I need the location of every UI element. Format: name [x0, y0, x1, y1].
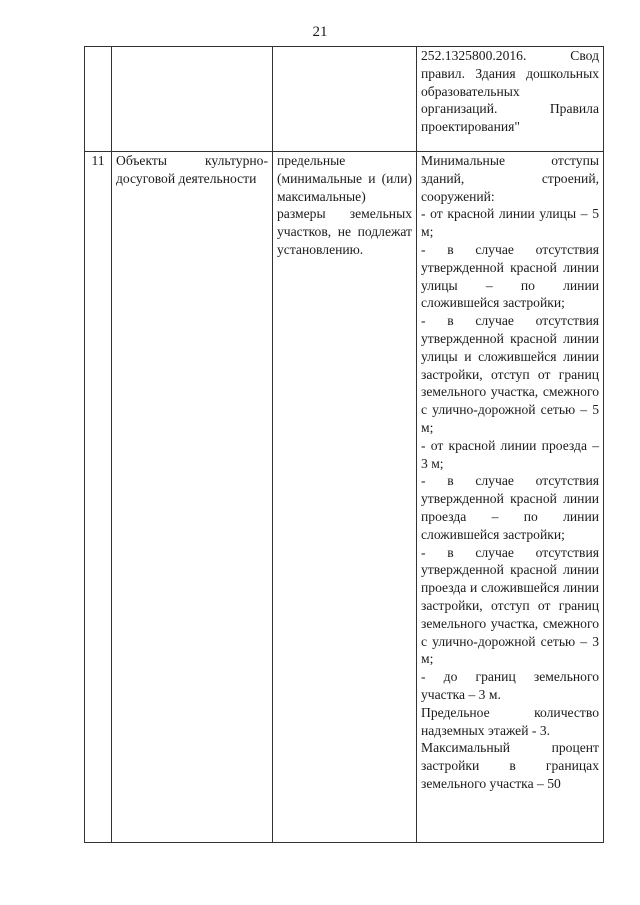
- setback-item: - в случае отсутствия утвержденной красной линии проезда и сложившейся линии застройки, отступ от границ земельного участка, смежного с улично-дорожной сетью – 3 м;: [421, 544, 599, 667]
- zoning-regulations-table: [84, 46, 604, 843]
- cell-requirements-continued: 252.1325800.2016. Свод правил. Здания дошкольных образовательных организаций. Правила проектирования": [417, 47, 604, 152]
- page-number: 21: [312, 24, 328, 40]
- setback-item: - от красной линии проезда – 3 м;: [421, 437, 599, 471]
- setback-item: - до границ земельного участка – 3 м.: [421, 669, 599, 702]
- setback-item: - в случае отсутствия утвержденной красной линии улицы – по линии сложившейся застройки;: [421, 241, 599, 311]
- plot-sizes-cell: предельные (минимальные и (или) максимальные) размеры земельных участков, не подлежат установлению.: [273, 152, 417, 843]
- table-row: [85, 152, 604, 843]
- row-number: 11: [85, 152, 112, 843]
- coverage-limit: Максимальный процент застройки в границах земельного участка – 50: [421, 740, 599, 791]
- cell-number-empty: [85, 47, 112, 152]
- object-type-cell: Объекты культурно-досуговой деятельности: [112, 152, 273, 843]
- floors-limit: Предельное количество надземных этажей - 3.: [421, 704, 599, 738]
- setback-item: - в случае отсутствия утвержденной красной линии проезда – по линии сложившейся застройки;: [421, 473, 599, 542]
- setbacks-intro: Минимальные отступы зданий, строений, сооружений:: [421, 153, 599, 204]
- cell-object-empty: [112, 47, 273, 152]
- parameters-cell: [417, 152, 604, 843]
- setback-item: - в случае отсутствия утвержденной красной линии улицы и сложившейся линии застройки, отступ от границ земельного участка, смежного с улично-дорожной сетью – 5 м;: [421, 313, 599, 435]
- setback-item: - от красной линии улицы – 5 м;: [421, 206, 599, 240]
- table-row-continued: [85, 47, 604, 152]
- cell-sizes-empty: [273, 47, 417, 152]
